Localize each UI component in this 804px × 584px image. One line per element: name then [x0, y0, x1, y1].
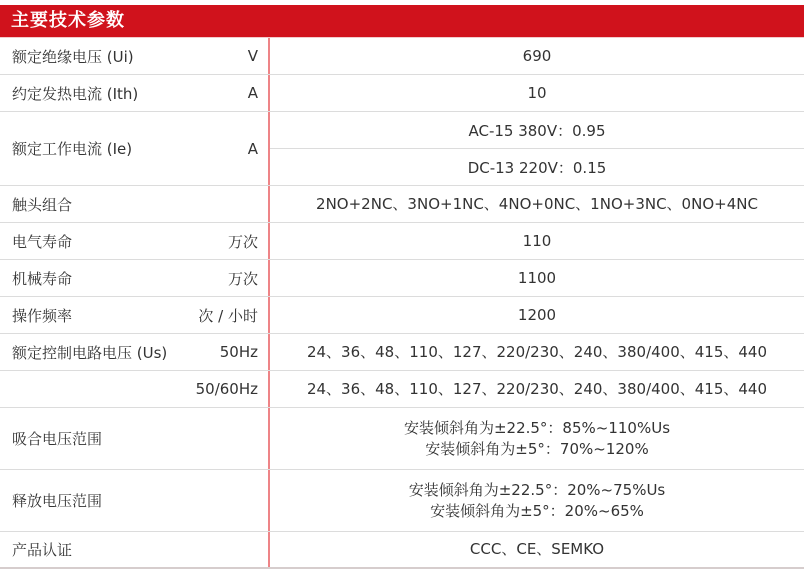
- row-value-cell: [268, 408, 804, 469]
- row-subvalue: DC-13 220V：0.15: [270, 148, 804, 185]
- spec-table: [0, 37, 804, 569]
- row-label: 产品认证: [12, 541, 73, 559]
- table-row: [0, 371, 804, 408]
- row-header-cell: [0, 38, 268, 74]
- row-label: 触头组合: [12, 195, 73, 214]
- row-header-cell: [0, 260, 268, 296]
- row-header-cell: [0, 470, 268, 531]
- row-value-cell: [268, 470, 804, 531]
- table-row: [0, 334, 804, 371]
- row-header-cell: [0, 112, 268, 185]
- row-value: 24、36、48、110、127、220/230、240、380/400、415、440: [306, 342, 768, 361]
- row-value-cell: [268, 532, 804, 567]
- row-value-cell: [268, 112, 804, 185]
- row-value: 690: [522, 46, 552, 65]
- row-label: 额定工作电流 (Ie): [12, 140, 133, 158]
- row-unit: 万次: [227, 232, 258, 251]
- row-value: 24、36、48、110、127、220/230、240、380/400、415、440: [306, 379, 768, 398]
- row-value: 安装倾斜角为±22.5°：85%~110%Us: [403, 418, 671, 437]
- table-row: [0, 408, 804, 470]
- row-value: 安装倾斜角为±5°：70%~120%: [425, 439, 649, 458]
- row-unit: 万次: [227, 269, 258, 288]
- row-value-cell: [268, 38, 804, 74]
- row-header-cell: [0, 75, 268, 111]
- row-label: 操作频率: [12, 306, 73, 325]
- row-label: 额定绝缘电压 (Ui): [12, 47, 134, 66]
- row-value: 2NO+2NC、3NO+1NC、4NO+0NC、1NO+3NC、0NO+4NC: [316, 194, 758, 213]
- row-label: 释放电压范围: [12, 492, 103, 510]
- row-value-cell: [268, 371, 804, 407]
- section-title-bar: [0, 5, 804, 37]
- row-unit: 50Hz: [219, 343, 258, 361]
- table-row: [0, 38, 804, 75]
- row-value-cell: [268, 186, 804, 222]
- row-value: 1200: [517, 305, 557, 324]
- table-row: [0, 186, 804, 223]
- row-value: 安装倾斜角为±5°：20%~65%: [430, 501, 644, 520]
- row-label: 电气寿命: [12, 232, 73, 251]
- row-unit: A: [247, 84, 258, 102]
- table-row: [0, 112, 804, 186]
- row-unit: V: [247, 47, 258, 65]
- row-header-cell: [0, 334, 268, 370]
- row-unit: 次 / 小时: [198, 306, 258, 325]
- row-unit: A: [247, 139, 258, 158]
- row-subvalue: AC-15 380V：0.95: [468, 121, 606, 140]
- row-label: 额定控制电路电压 (Us): [12, 343, 168, 362]
- table-row: [0, 223, 804, 260]
- table-row: [0, 532, 804, 569]
- table-row: [0, 297, 804, 334]
- table-row: [0, 260, 804, 297]
- section-title: 主要技术参数: [11, 10, 125, 31]
- row-header-cell: [0, 297, 268, 333]
- row-value-cell: [268, 223, 804, 259]
- row-value-cell: [268, 297, 804, 333]
- row-header-cell: [0, 371, 268, 407]
- row-label: 约定发热电流 (Ith): [12, 84, 139, 103]
- row-header-cell: [0, 532, 268, 567]
- row-header-cell: [0, 408, 268, 469]
- row-value-cell: [268, 334, 804, 370]
- row-value: 1100: [517, 268, 557, 287]
- row-unit: 50/60Hz: [195, 380, 258, 398]
- row-value: 110: [522, 231, 552, 250]
- row-value-cell: [268, 260, 804, 296]
- row-header-cell: [0, 186, 268, 222]
- row-label: 机械寿命: [12, 269, 73, 288]
- table-row: [0, 470, 804, 532]
- row-value: 10: [527, 83, 547, 102]
- row-value: CCC、CE、SEMKO: [469, 540, 605, 558]
- row-value-cell: [268, 75, 804, 111]
- table-row: [0, 75, 804, 112]
- row-label: 吸合电压范围: [12, 430, 103, 448]
- row-value: 安装倾斜角为±22.5°：20%~75%Us: [408, 480, 666, 499]
- row-header-cell: [0, 223, 268, 259]
